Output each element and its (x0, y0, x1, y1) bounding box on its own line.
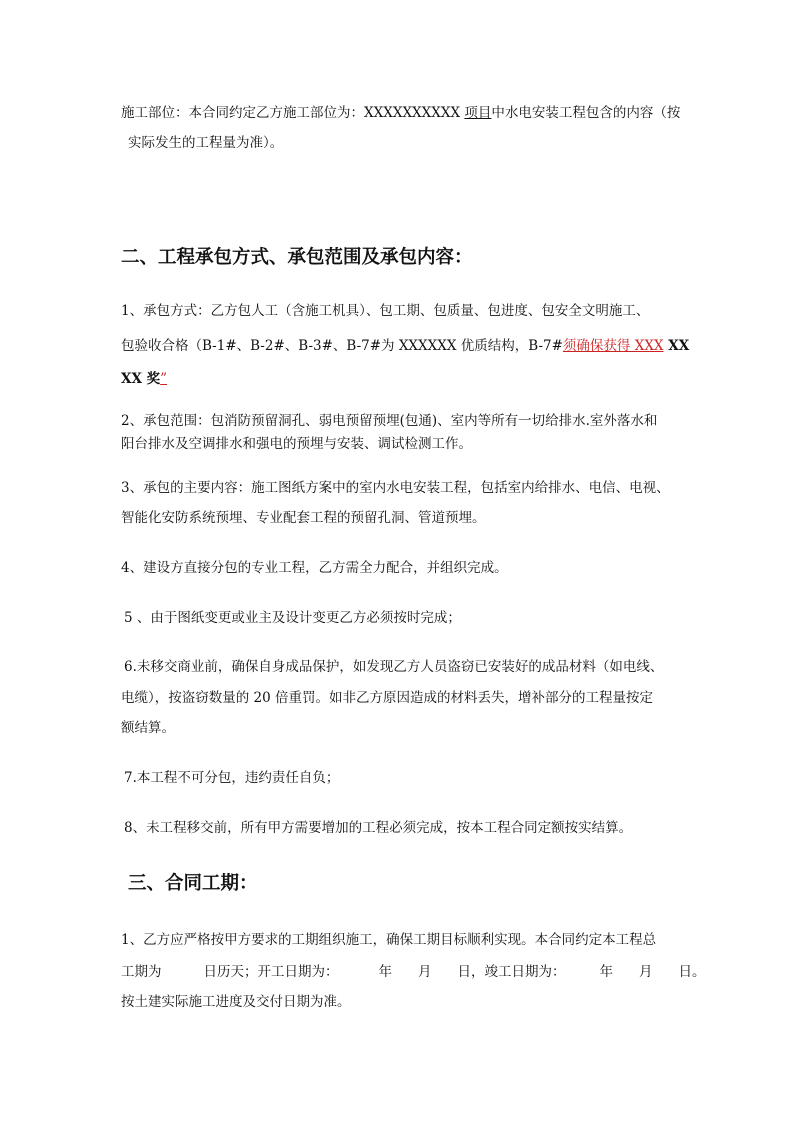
text-segment: 施工部位：本合同约定乙方施工部位为：XXXXXXXXXX (121, 105, 465, 121)
bold-text: XX (663, 338, 690, 354)
product-protection-line-3: 额结算。 (121, 720, 175, 736)
contract-method-line-2 (121, 336, 689, 356)
text-segment: 日历天；开工日期为： (203, 964, 339, 980)
year-label: 年 (378, 964, 392, 980)
month-label: 月 (418, 964, 432, 980)
bold-text: XX 奖 (121, 371, 161, 387)
additional-work-line: 8、未工程移交前，所有甲方需要增加的工程必须完成，按本工程合同定额按实结算。 (124, 820, 633, 836)
text-segment: 日，竣工日期为： (457, 964, 566, 980)
red-underlined-text: 须确保获得 XXX (562, 338, 664, 354)
day-label: 日。 (678, 964, 706, 980)
contract-scope-line-2: 阳台排水及空调排水和强电的预埋与安装、调试检测工作。 (121, 436, 472, 452)
contract-method-line-1: 1、承包方式：乙方包人工（含施工机具）、包工期、包质量、包进度、包安全文明施工、 (121, 303, 650, 319)
section-heading-3: 三、合同工期： (128, 873, 258, 894)
main-content-line-2: 智能化安防系统预埋、专业配套工程的预留孔洞、管道预埋。 (121, 510, 486, 526)
product-protection-line-1: 6.未移交商业前，确保自身成品保护，如发现乙方人员盗窃已安装好的成品材料（如电线、 (124, 659, 664, 675)
construction-location-line-2: 实际发生的工程量为准）。 (128, 135, 284, 151)
text-segment: 包验收合格（B-1#、B-2#、B-3#、B-7#为 XXXXXX 优质结构，B-7# (121, 338, 563, 354)
product-protection-line-2: 电缆），按盗窃数量的 20 倍重罚。如非乙方原因造成的材料丢失，增补部分的工程量按定 (121, 690, 654, 706)
main-content-line-1: 3、承包的主要内容：施工图纸方案中的室内水电安装工程，包括室内给排水、电信、电视、 (121, 480, 670, 496)
construction-location-line-1 (121, 103, 680, 123)
contract-method-line-3 (121, 369, 167, 389)
section-heading-2: 二、工程承包方式、承包范围及承包内容： (121, 247, 473, 268)
month-label: 月 (639, 964, 653, 980)
schedule-line-2 (121, 962, 706, 982)
direct-subcontract-line: 4、建设方直接分包的专业工程，乙方需全力配合，并组织完成。 (121, 560, 508, 576)
year-label: 年 (599, 964, 613, 980)
text-segment: 中水电安装工程包含的内容（按 (491, 105, 681, 121)
no-subcontract-line: 7.本工程不可分包，违约责任自负； (124, 770, 340, 786)
contract-scope-line-1: 2、承包范围：包消防预留洞孔、弱电预留预埋(包通)、室内等所有一切给排水.室外落水和 (121, 413, 658, 429)
schedule-line-3: 按土建实际施工进度及交付日期为准。 (121, 994, 351, 1010)
schedule-line-1: 1、乙方应严格按甲方要求的工期组织施工，确保工期目标顺利实现。本合同约定本工程总 (121, 932, 657, 948)
design-change-line: 5 、由于图纸变更或业主及设计变更乙方必须按时完成； (124, 610, 461, 626)
underlined-text: 项目 (464, 105, 492, 121)
red-quote-mark: ” (160, 371, 168, 387)
text-segment: 工期为 (121, 964, 162, 980)
